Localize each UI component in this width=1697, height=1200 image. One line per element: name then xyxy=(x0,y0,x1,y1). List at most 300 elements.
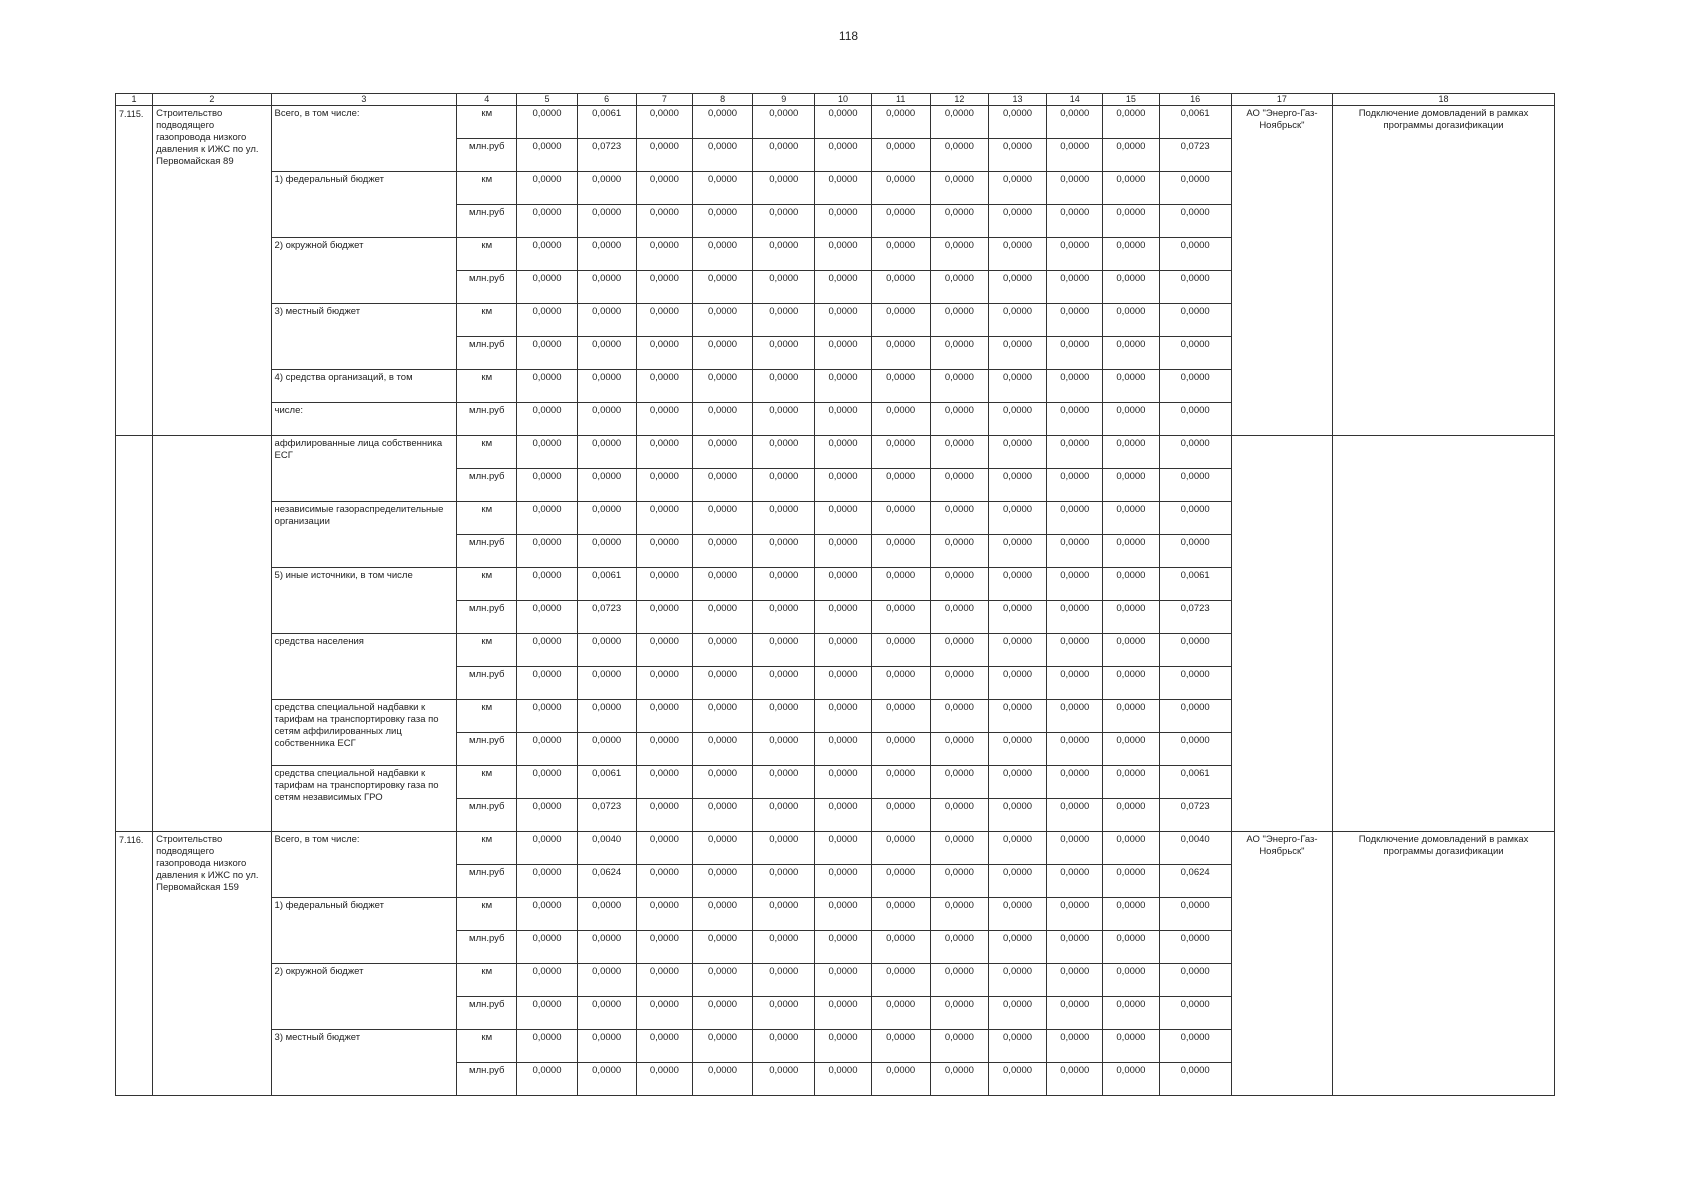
purpose: Подключение домовладений в рамках программы догазификации xyxy=(1333,832,1555,1096)
value-cell: 0,0000 xyxy=(988,667,1046,700)
value-cell: 0,0000 xyxy=(988,931,1046,964)
value-cell: 0,0000 xyxy=(692,304,752,337)
value-cell: 0,0000 xyxy=(930,667,988,700)
unit-cell: км xyxy=(457,1030,517,1063)
value-cell: 0,0000 xyxy=(815,403,871,436)
value-cell: 0,0000 xyxy=(636,601,692,634)
column-header: 18 xyxy=(1333,94,1555,106)
value-cell: 0,0000 xyxy=(517,766,577,799)
value-cell: 0,0000 xyxy=(636,535,692,568)
column-header: 7 xyxy=(636,94,692,106)
value-cell: 0,0000 xyxy=(988,535,1046,568)
value-cell: 0,0000 xyxy=(930,601,988,634)
unit-cell: км xyxy=(457,700,517,733)
value-cell: 0,0000 xyxy=(636,172,692,205)
value-cell: 0,0000 xyxy=(636,700,692,733)
unit-cell: км xyxy=(457,304,517,337)
value-cell: 0,0000 xyxy=(1159,964,1231,997)
value-cell: 0,0000 xyxy=(636,106,692,139)
unit-cell: млн.руб xyxy=(457,799,517,832)
value-cell: 0,0000 xyxy=(1047,304,1103,337)
value-cell: 0,0000 xyxy=(988,172,1046,205)
value-cell: 0,0000 xyxy=(930,469,988,502)
value-cell: 0,0000 xyxy=(1103,403,1159,436)
item-name: Строительство подводящего газопровода низкого давления к ИЖС по ул. Первомайская 89 xyxy=(153,106,271,436)
value-cell: 0,0000 xyxy=(753,667,815,700)
value-cell: 0,0000 xyxy=(815,865,871,898)
column-header: 15 xyxy=(1103,94,1159,106)
unit-cell: км xyxy=(457,832,517,865)
unit-cell: км xyxy=(457,238,517,271)
value-cell: 0,0000 xyxy=(930,766,988,799)
unit-cell: млн.руб xyxy=(457,667,517,700)
value-cell: 0,0000 xyxy=(815,568,871,601)
value-cell: 0,0000 xyxy=(577,898,636,931)
value-cell: 0,0723 xyxy=(1159,799,1231,832)
value-cell: 0,0000 xyxy=(988,964,1046,997)
value-cell: 0,0000 xyxy=(636,733,692,766)
value-cell: 0,0000 xyxy=(517,304,577,337)
value-cell: 0,0061 xyxy=(577,766,636,799)
funding-source: числе: xyxy=(271,403,457,436)
value-cell: 0,0000 xyxy=(1103,1030,1159,1063)
value-cell: 0,0000 xyxy=(692,535,752,568)
value-cell: 0,0000 xyxy=(517,799,577,832)
organization: АО "Энерго-Газ-Ноябрьск" xyxy=(1231,832,1332,1096)
value-cell: 0,0000 xyxy=(1047,271,1103,304)
value-cell: 0,0000 xyxy=(1047,535,1103,568)
value-cell: 0,0000 xyxy=(753,1030,815,1063)
purpose: Подключение домовладений в рамках программы догазификации xyxy=(1333,106,1555,436)
unit-cell: млн.руб xyxy=(457,601,517,634)
value-cell: 0,0000 xyxy=(636,898,692,931)
column-header: 6 xyxy=(577,94,636,106)
value-cell: 0,0000 xyxy=(930,535,988,568)
value-cell: 0,0000 xyxy=(636,403,692,436)
unit-cell: млн.руб xyxy=(457,931,517,964)
funding-source: средства специальной надбавки к тарифам на транспортировку газа по сетям аффилированных лиц собственника ЕСГ xyxy=(271,700,457,766)
value-cell: 0,0000 xyxy=(692,634,752,667)
value-cell: 0,0061 xyxy=(1159,766,1231,799)
value-cell: 0,0000 xyxy=(636,865,692,898)
value-cell: 0,0000 xyxy=(871,238,930,271)
value-cell: 0,0000 xyxy=(692,964,752,997)
value-cell: 0,0000 xyxy=(517,238,577,271)
funding-source: средства специальной надбавки к тарифам на транспортировку газа по сетям независимых ГРО xyxy=(271,766,457,832)
column-header: 12 xyxy=(930,94,988,106)
unit-cell: км xyxy=(457,172,517,205)
column-header-row xyxy=(116,94,1555,106)
value-cell: 0,0000 xyxy=(692,865,752,898)
value-cell: 0,0000 xyxy=(692,370,752,403)
value-cell: 0,0000 xyxy=(692,1030,752,1063)
value-cell: 0,0000 xyxy=(988,733,1046,766)
value-cell: 0,0000 xyxy=(636,370,692,403)
value-cell: 0,0000 xyxy=(1047,568,1103,601)
value-cell: 0,0000 xyxy=(636,964,692,997)
value-cell: 0,0000 xyxy=(815,502,871,535)
table-row xyxy=(116,106,1555,139)
value-cell: 0,0000 xyxy=(577,1030,636,1063)
value-cell: 0,0000 xyxy=(988,1030,1046,1063)
value-cell: 0,0000 xyxy=(871,469,930,502)
value-cell: 0,0000 xyxy=(577,1063,636,1096)
value-cell: 0,0000 xyxy=(1047,502,1103,535)
value-cell: 0,0000 xyxy=(815,271,871,304)
value-cell: 0,0000 xyxy=(517,106,577,139)
value-cell: 0,0000 xyxy=(871,865,930,898)
value-cell: 0,0000 xyxy=(577,634,636,667)
value-cell: 0,0000 xyxy=(815,832,871,865)
value-cell: 0,0000 xyxy=(577,502,636,535)
value-cell: 0,0000 xyxy=(1103,766,1159,799)
value-cell: 0,0000 xyxy=(636,271,692,304)
value-cell: 0,0000 xyxy=(1047,700,1103,733)
value-cell: 0,0000 xyxy=(930,304,988,337)
value-cell: 0,0061 xyxy=(1159,568,1231,601)
column-header: 17 xyxy=(1231,94,1332,106)
value-cell: 0,0000 xyxy=(930,502,988,535)
value-cell: 0,0000 xyxy=(636,502,692,535)
value-cell: 0,0000 xyxy=(692,271,752,304)
value-cell: 0,0000 xyxy=(636,436,692,469)
item-code: 7.116. xyxy=(116,832,153,1096)
value-cell: 0,0000 xyxy=(1159,205,1231,238)
value-cell: 0,0000 xyxy=(577,931,636,964)
value-cell: 0,0000 xyxy=(1159,1063,1231,1096)
value-cell: 0,0723 xyxy=(1159,139,1231,172)
value-cell: 0,0000 xyxy=(636,667,692,700)
value-cell: 0,0000 xyxy=(577,436,636,469)
value-cell: 0,0000 xyxy=(815,304,871,337)
value-cell: 0,0000 xyxy=(636,799,692,832)
value-cell: 0,0000 xyxy=(930,1063,988,1096)
value-cell: 0,0000 xyxy=(988,700,1046,733)
value-cell: 0,0000 xyxy=(517,271,577,304)
unit-cell: млн.руб xyxy=(457,403,517,436)
funding-source: 2) окружной бюджет xyxy=(271,238,457,304)
value-cell: 0,0000 xyxy=(636,568,692,601)
value-cell: 0,0000 xyxy=(636,997,692,1030)
value-cell: 0,0000 xyxy=(517,205,577,238)
value-cell: 0,0000 xyxy=(1103,469,1159,502)
value-cell: 0,0000 xyxy=(1159,304,1231,337)
unit-cell: млн.руб xyxy=(457,337,517,370)
value-cell: 0,0000 xyxy=(753,997,815,1030)
value-cell: 0,0000 xyxy=(871,1063,930,1096)
value-cell: 0,0000 xyxy=(815,799,871,832)
value-cell: 0,0000 xyxy=(577,964,636,997)
value-cell: 0,0000 xyxy=(1159,502,1231,535)
funding-source: 2) окружной бюджет xyxy=(271,964,457,1030)
value-cell: 0,0000 xyxy=(988,502,1046,535)
value-cell: 0,0000 xyxy=(577,238,636,271)
value-cell: 0,0000 xyxy=(1159,997,1231,1030)
value-cell: 0,0000 xyxy=(753,469,815,502)
value-cell: 0,0000 xyxy=(930,865,988,898)
value-cell: 0,0000 xyxy=(815,700,871,733)
value-cell: 0,0000 xyxy=(753,700,815,733)
value-cell: 0,0000 xyxy=(930,964,988,997)
value-cell: 0,0000 xyxy=(636,931,692,964)
value-cell: 0,0000 xyxy=(692,238,752,271)
unit-cell: км xyxy=(457,634,517,667)
value-cell: 0,0000 xyxy=(1103,205,1159,238)
value-cell: 0,0000 xyxy=(692,337,752,370)
value-cell: 0,0000 xyxy=(1103,1063,1159,1096)
unit-cell: км xyxy=(457,106,517,139)
value-cell: 0,0000 xyxy=(1047,799,1103,832)
value-cell: 0,0000 xyxy=(815,535,871,568)
value-cell: 0,0000 xyxy=(815,1030,871,1063)
value-cell: 0,0000 xyxy=(930,634,988,667)
value-cell: 0,0000 xyxy=(636,304,692,337)
value-cell: 0,0000 xyxy=(988,766,1046,799)
column-header: 11 xyxy=(871,94,930,106)
value-cell: 0,0061 xyxy=(577,106,636,139)
value-cell: 0,0000 xyxy=(1047,964,1103,997)
value-cell: 0,0000 xyxy=(815,172,871,205)
value-cell: 0,0000 xyxy=(1047,667,1103,700)
value-cell: 0,0000 xyxy=(815,370,871,403)
value-cell: 0,0000 xyxy=(753,568,815,601)
table-row xyxy=(116,436,1555,469)
value-cell: 0,0000 xyxy=(692,832,752,865)
value-cell: 0,0000 xyxy=(1047,931,1103,964)
value-cell: 0,0000 xyxy=(871,568,930,601)
value-cell: 0,0000 xyxy=(988,271,1046,304)
value-cell: 0,0000 xyxy=(988,304,1046,337)
value-cell: 0,0000 xyxy=(815,931,871,964)
value-cell: 0,0000 xyxy=(1047,337,1103,370)
funding-source: Всего, в том числе: xyxy=(271,106,457,172)
value-cell: 0,0000 xyxy=(1047,766,1103,799)
funding-source: 1) федеральный бюджет xyxy=(271,898,457,964)
value-cell: 0,0000 xyxy=(1047,832,1103,865)
value-cell: 0,0000 xyxy=(1103,634,1159,667)
purpose xyxy=(1333,436,1555,832)
column-header: 14 xyxy=(1047,94,1103,106)
funding-source: 3) местный бюджет xyxy=(271,1030,457,1096)
funding-source: 4) средства организаций, в том xyxy=(271,370,457,403)
value-cell: 0,0000 xyxy=(636,1030,692,1063)
value-cell: 0,0000 xyxy=(517,502,577,535)
value-cell: 0,0000 xyxy=(871,634,930,667)
unit-cell: млн.руб xyxy=(457,733,517,766)
value-cell: 0,0000 xyxy=(692,172,752,205)
value-cell: 0,0000 xyxy=(1103,172,1159,205)
value-cell: 0,0000 xyxy=(988,799,1046,832)
value-cell: 0,0000 xyxy=(1103,502,1159,535)
value-cell: 0,0000 xyxy=(1103,337,1159,370)
value-cell: 0,0000 xyxy=(753,139,815,172)
column-header: 5 xyxy=(517,94,577,106)
value-cell: 0,0000 xyxy=(753,931,815,964)
value-cell: 0,0000 xyxy=(1047,1063,1103,1096)
value-cell: 0,0000 xyxy=(753,205,815,238)
value-cell: 0,0000 xyxy=(1103,436,1159,469)
unit-cell: км xyxy=(457,766,517,799)
item-code xyxy=(116,436,153,832)
value-cell: 0,0000 xyxy=(577,337,636,370)
value-cell: 0,0000 xyxy=(753,1063,815,1096)
value-cell: 0,0000 xyxy=(815,898,871,931)
value-cell: 0,0000 xyxy=(577,403,636,436)
value-cell: 0,0000 xyxy=(815,139,871,172)
unit-cell: км xyxy=(457,370,517,403)
value-cell: 0,0000 xyxy=(988,139,1046,172)
value-cell: 0,0000 xyxy=(517,139,577,172)
value-cell: 0,0000 xyxy=(1047,106,1103,139)
value-cell: 0,0000 xyxy=(1159,337,1231,370)
value-cell: 0,0000 xyxy=(988,238,1046,271)
value-cell: 0,0000 xyxy=(871,436,930,469)
value-cell: 0,0000 xyxy=(692,799,752,832)
value-cell: 0,0000 xyxy=(1103,700,1159,733)
value-cell: 0,0000 xyxy=(577,205,636,238)
unit-cell: млн.руб xyxy=(457,997,517,1030)
value-cell: 0,0000 xyxy=(753,271,815,304)
value-cell: 0,0000 xyxy=(753,964,815,997)
value-cell: 0,0000 xyxy=(636,766,692,799)
value-cell: 0,0000 xyxy=(871,139,930,172)
value-cell: 0,0000 xyxy=(871,403,930,436)
value-cell: 0,0000 xyxy=(871,370,930,403)
value-cell: 0,0000 xyxy=(753,766,815,799)
value-cell: 0,0000 xyxy=(871,535,930,568)
value-cell: 0,0000 xyxy=(1103,139,1159,172)
value-cell: 0,0000 xyxy=(517,733,577,766)
value-cell: 0,0000 xyxy=(1159,403,1231,436)
value-cell: 0,0000 xyxy=(988,205,1046,238)
value-cell: 0,0000 xyxy=(692,205,752,238)
value-cell: 0,0000 xyxy=(1047,139,1103,172)
value-cell: 0,0000 xyxy=(753,634,815,667)
value-cell: 0,0000 xyxy=(577,271,636,304)
value-cell: 0,0000 xyxy=(1103,238,1159,271)
unit-cell: млн.руб xyxy=(457,469,517,502)
value-cell: 0,0000 xyxy=(753,601,815,634)
value-cell: 0,0000 xyxy=(1103,370,1159,403)
value-cell: 0,0000 xyxy=(988,469,1046,502)
value-cell: 0,0000 xyxy=(692,733,752,766)
unit-cell: км xyxy=(457,964,517,997)
value-cell: 0,0000 xyxy=(753,337,815,370)
value-cell: 0,0000 xyxy=(517,370,577,403)
value-cell: 0,0000 xyxy=(988,436,1046,469)
value-cell: 0,0000 xyxy=(930,700,988,733)
value-cell: 0,0000 xyxy=(871,337,930,370)
funding-source: аффилированные лица собственника ЕСГ xyxy=(271,436,457,502)
value-cell: 0,0000 xyxy=(988,865,1046,898)
value-cell: 0,0000 xyxy=(1047,238,1103,271)
column-header: 2 xyxy=(153,94,271,106)
value-cell: 0,0000 xyxy=(988,997,1046,1030)
value-cell: 0,0000 xyxy=(815,238,871,271)
value-cell: 0,0000 xyxy=(988,568,1046,601)
page-number: 118 xyxy=(838,29,859,43)
value-cell: 0,0000 xyxy=(1047,403,1103,436)
value-cell: 0,0000 xyxy=(815,997,871,1030)
value-cell: 0,0000 xyxy=(1159,634,1231,667)
value-cell: 0,0040 xyxy=(577,832,636,865)
item-name: Строительство подводящего газопровода низкого давления к ИЖС по ул. Первомайская 159 xyxy=(153,832,271,1096)
value-cell: 0,0000 xyxy=(930,898,988,931)
value-cell: 0,0000 xyxy=(636,238,692,271)
value-cell: 0,0000 xyxy=(930,139,988,172)
value-cell: 0,0000 xyxy=(988,337,1046,370)
value-cell: 0,0000 xyxy=(753,865,815,898)
value-cell: 0,0000 xyxy=(692,1063,752,1096)
value-cell: 0,0000 xyxy=(1159,172,1231,205)
value-cell: 0,0000 xyxy=(871,898,930,931)
unit-cell: млн.руб xyxy=(457,1063,517,1096)
value-cell: 0,0000 xyxy=(988,601,1046,634)
value-cell: 0,0000 xyxy=(930,931,988,964)
value-cell: 0,0000 xyxy=(815,205,871,238)
value-cell: 0,0000 xyxy=(1159,931,1231,964)
value-cell: 0,0000 xyxy=(815,964,871,997)
value-cell: 0,0000 xyxy=(988,403,1046,436)
value-cell: 0,0000 xyxy=(517,634,577,667)
item-code: 7.115. xyxy=(116,106,153,436)
value-cell: 0,0000 xyxy=(753,238,815,271)
value-cell: 0,0000 xyxy=(1159,898,1231,931)
value-cell: 0,0000 xyxy=(753,733,815,766)
value-cell: 0,0000 xyxy=(517,172,577,205)
value-cell: 0,0000 xyxy=(577,469,636,502)
value-cell: 0,0000 xyxy=(1103,964,1159,997)
value-cell: 0,0000 xyxy=(1159,733,1231,766)
value-cell: 0,0000 xyxy=(930,832,988,865)
value-cell: 0,0000 xyxy=(692,931,752,964)
value-cell: 0,0000 xyxy=(577,172,636,205)
value-cell: 0,0000 xyxy=(692,139,752,172)
value-cell: 0,0000 xyxy=(1103,733,1159,766)
item-name xyxy=(153,436,271,832)
value-cell: 0,0000 xyxy=(517,436,577,469)
value-cell: 0,0000 xyxy=(1159,271,1231,304)
value-cell: 0,0000 xyxy=(930,403,988,436)
value-cell: 0,0000 xyxy=(1103,832,1159,865)
value-cell: 0,0000 xyxy=(692,403,752,436)
value-cell: 0,0000 xyxy=(1047,601,1103,634)
funding-source: средства населения xyxy=(271,634,457,700)
value-cell: 0,0000 xyxy=(871,931,930,964)
value-cell: 0,0000 xyxy=(1103,106,1159,139)
value-cell: 0,0000 xyxy=(930,271,988,304)
value-cell: 0,0000 xyxy=(1159,469,1231,502)
value-cell: 0,0000 xyxy=(692,700,752,733)
column-header: 3 xyxy=(271,94,457,106)
value-cell: 0,0000 xyxy=(871,601,930,634)
value-cell: 0,0000 xyxy=(753,436,815,469)
value-cell: 0,0723 xyxy=(577,601,636,634)
funding-source: Всего, в том числе: xyxy=(271,832,457,898)
value-cell: 0,0000 xyxy=(577,370,636,403)
investment-table xyxy=(115,93,1555,1096)
value-cell: 0,0000 xyxy=(692,568,752,601)
value-cell: 0,0000 xyxy=(753,172,815,205)
value-cell: 0,0000 xyxy=(753,403,815,436)
value-cell: 0,0000 xyxy=(1047,172,1103,205)
column-header: 10 xyxy=(815,94,871,106)
value-cell: 0,0000 xyxy=(1047,436,1103,469)
value-cell: 0,0000 xyxy=(930,799,988,832)
value-cell: 0,0000 xyxy=(753,799,815,832)
value-cell: 0,0000 xyxy=(636,139,692,172)
value-cell: 0,0000 xyxy=(871,502,930,535)
